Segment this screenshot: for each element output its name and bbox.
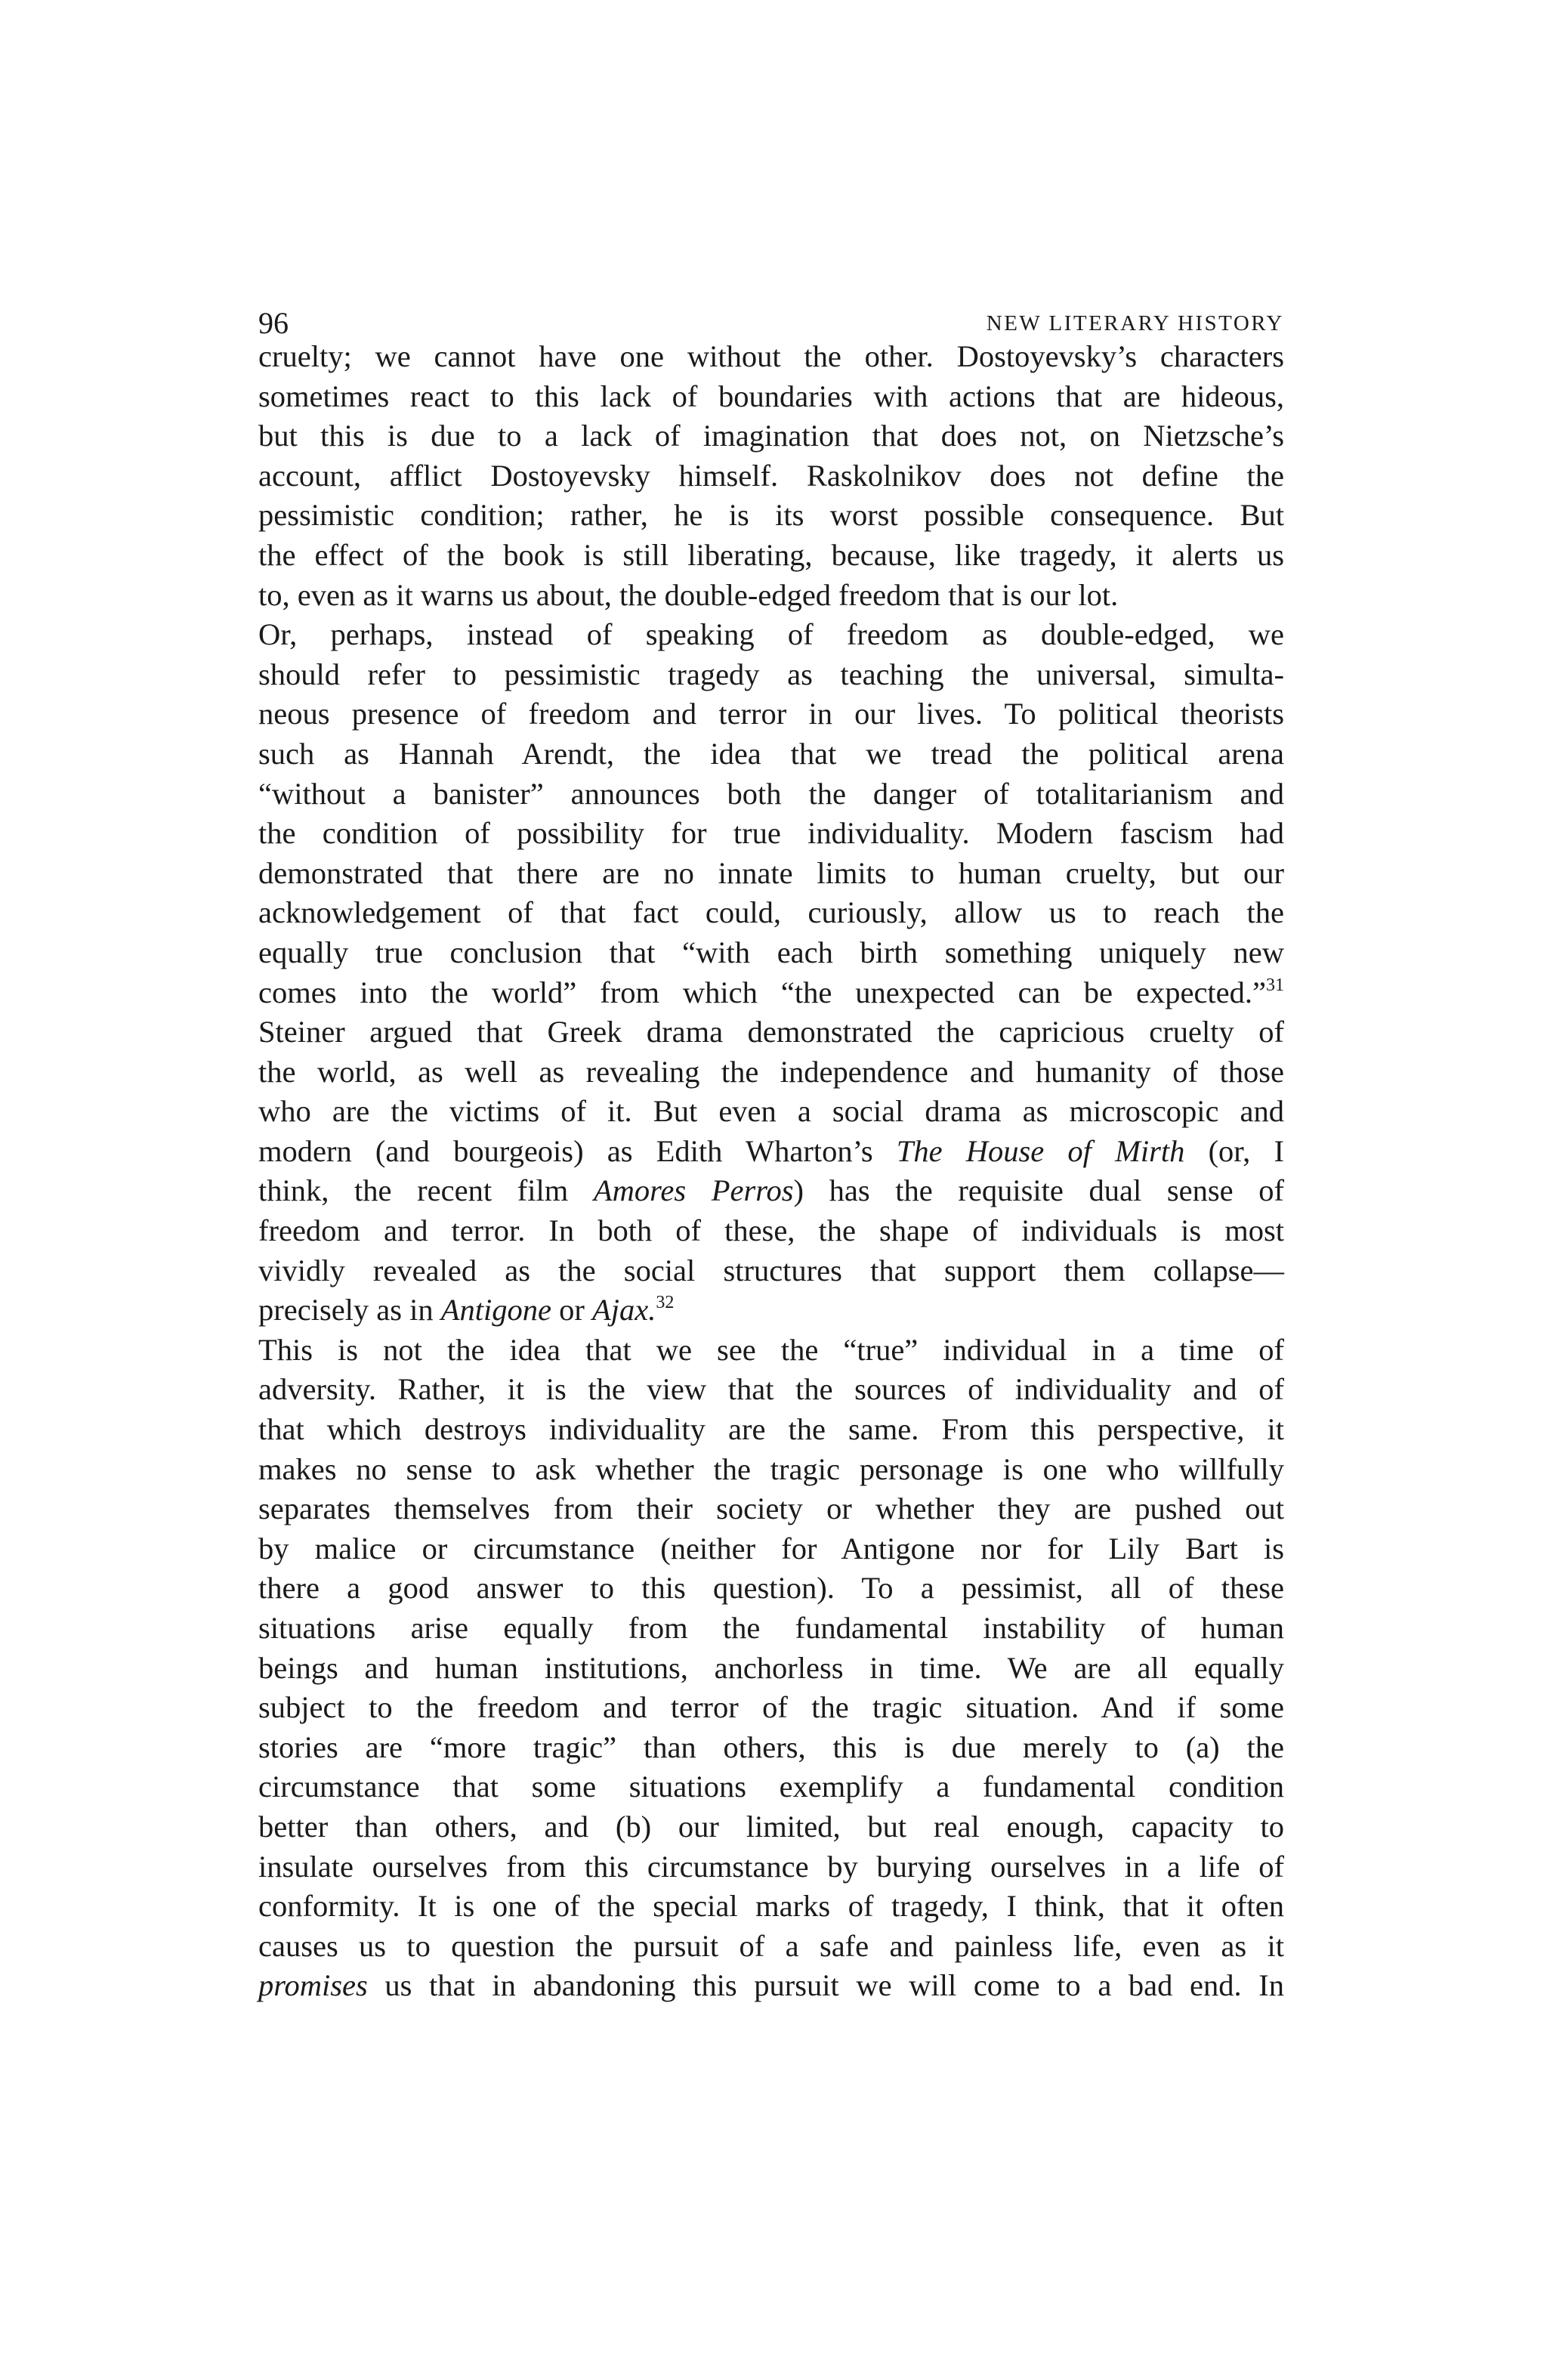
- text-line: “without a banister” announces both the danger of totalitarianism and: [258, 776, 1284, 811]
- text-line: This is not the idea that we see the “true” individual in a time of: [258, 1332, 1284, 1367]
- page-number: 96: [258, 306, 289, 340]
- text-line: circumstance that some situations exemplify a fundamental condition: [258, 1770, 1284, 1804]
- text-line: think, the recent film Amores Perros) has the requisite dual sense of: [258, 1173, 1284, 1208]
- text-line: comes into the world” from which “the unexpected can be expected.”$^{31}$: [258, 975, 1284, 1009]
- text-line: demonstrated that there are no innate limits to human cruelty, but our: [258, 855, 1284, 890]
- text-line: who are the victims of it. But even a social drama as microscopic and: [258, 1094, 1284, 1129]
- text-line: account, afflict Dostoyevsky himself. Raskolnikov does not define the: [258, 458, 1284, 493]
- text-line: sometimes react to this lack of boundaries with actions that are hideous,: [258, 379, 1284, 413]
- text-line: equally true conclusion that “with each birth something uniquely new: [258, 935, 1284, 969]
- text-line: makes no sense to ask whether the tragic personage is one who willfully: [258, 1451, 1284, 1486]
- text-line: but this is due to a lack of imagination that does not, on Nietzsche’s: [258, 419, 1284, 453]
- text-line: neous presence of freedom and terror in our lives. To political theorists: [258, 697, 1284, 731]
- text-line: insulate ourselves from this circumstance by burying ourselves in a life of: [258, 1849, 1284, 1884]
- text-line: separates themselves from their society or whether they are pushed out: [258, 1491, 1284, 1526]
- footnote-ref: 32: [656, 1293, 675, 1313]
- text-line: stories are “more tragic” than others, this is due merely to (a) the: [258, 1729, 1284, 1764]
- text-line: vividly revealed as the social structures that support them collapse—: [258, 1253, 1284, 1287]
- text-line: modern (and bourgeois) as Edith Wharton’s The House of Mirth (or, I: [258, 1133, 1284, 1168]
- text-line: adversity. Rather, it is the view that the sources of individuality and of: [258, 1372, 1284, 1407]
- text-line: beings and human institutions, anchorless in time. We are all equally: [258, 1650, 1284, 1685]
- text-line: better than others, and (b) our limited, but real enough, capacity to: [258, 1809, 1284, 1844]
- text-line: by malice or circumstance (neither for Antigone nor for Lily Bart is: [258, 1531, 1284, 1566]
- text-line: Steiner argued that Greek drama demonstrated the capricious cruelty of: [258, 1015, 1284, 1049]
- text-line: the world, as well as revealing the independence and humanity of those: [258, 1054, 1284, 1089]
- italic-title: The House of Mirth: [896, 1133, 1185, 1168]
- text-line: there a good answer to this question). To a pessimist, all of these: [258, 1571, 1284, 1606]
- footnote-ref: 31: [1266, 975, 1284, 995]
- text-line: precisely as in Antigone or Ajax.$^{32}$: [258, 1293, 675, 1328]
- italic-title: Ajax.: [592, 1293, 656, 1328]
- text-line: cruelty; we cannot have one without the other. Dostoyevsky’s characters: [258, 339, 1284, 373]
- text-line: freedom and terror. In both of these, the shape of individuals is most: [258, 1213, 1284, 1248]
- text-line: the condition of possibility for true individuality. Modern fascism had: [258, 816, 1284, 851]
- text-line: promises us that in abandoning this pursuit we will come to a bad end. In: [258, 1968, 1284, 2003]
- text-line: that which destroys individuality are the same. From this perspective, it: [258, 1412, 1284, 1447]
- body-text: [258, 337, 1284, 2006]
- text-line: pessimistic condition; rather, he is its worst possible consequence. But: [258, 498, 1284, 533]
- text-line: conformity. It is one of the special marks of tragedy, I think, that it often: [258, 1889, 1284, 1924]
- text-line: Or, perhaps, instead of speaking of freedom as double-edged, we: [258, 617, 1284, 652]
- journal-title: NEW LITERARY HISTORY: [986, 311, 1284, 335]
- text-line: acknowledgement of that fact could, curiously, allow us to reach the: [258, 895, 1284, 930]
- text-line: the effect of the book is still liberating, because, like tragedy, it alerts us: [258, 537, 1284, 572]
- italic-title: Amores Perros: [593, 1173, 794, 1208]
- italic-word: promises: [258, 1968, 368, 2003]
- text-line: subject to the freedom and terror of the tragic situation. And if some: [258, 1690, 1284, 1725]
- text-line: such as Hannah Arendt, the idea that we tread the political arena: [258, 736, 1284, 771]
- text-line: should refer to pessimistic tragedy as teaching the universal, simulta-: [258, 657, 1284, 691]
- italic-title: Antigone: [440, 1293, 552, 1328]
- text-line: causes us to question the pursuit of a safe and painless life, even as it: [258, 1928, 1284, 1963]
- text-line: to, even as it warns us about, the double-edged freedom that is our lot.: [258, 577, 1119, 612]
- text-line: situations arise equally from the fundamental instability of human: [258, 1611, 1284, 1645]
